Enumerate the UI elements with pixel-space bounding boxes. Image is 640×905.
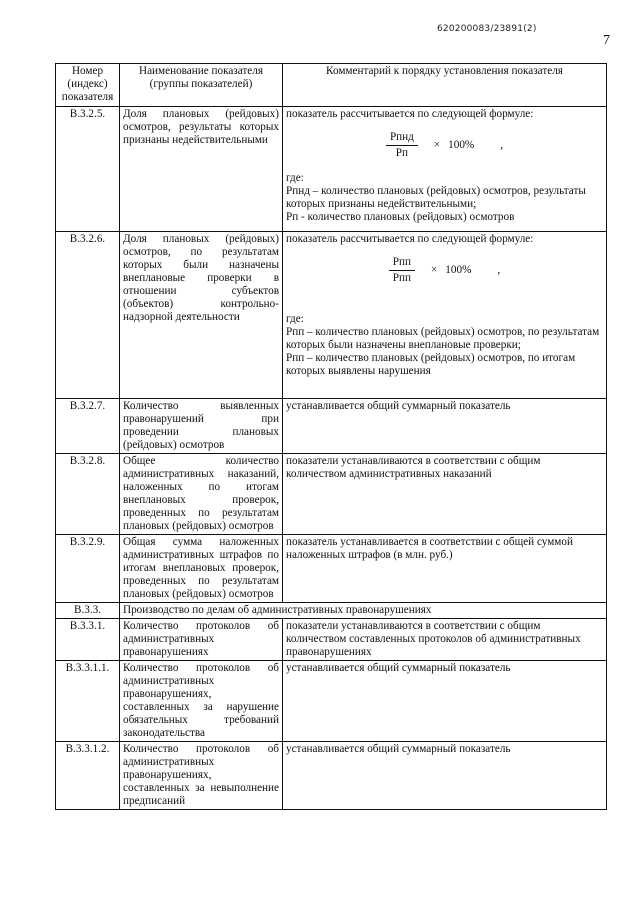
row-comment (283, 107, 607, 232)
formula (286, 131, 603, 160)
column-header-name: Наименование показателя (группы показателей) (120, 64, 283, 107)
row-index: В.3.3.1.2. (56, 742, 120, 810)
table-row (56, 535, 607, 603)
formula-times: × (433, 139, 441, 151)
row-index: В.3.2.6. (56, 232, 120, 399)
column-header-comment: Комментарий к порядку установления показателя (283, 64, 607, 107)
indicators-table (55, 63, 607, 810)
row-name: Количество протоколов об административных правонарушениях (120, 619, 283, 661)
formula-definition: Pпп – количество плановых (рейдовых) осмотров, по итогам которых выявлены нарушения (286, 352, 576, 377)
row-name: Доля плановых (рейдовых) осмотров, по результатам которых были назначены внеплановые проверки в отношении субъектов (объектов) контрольно-надзорной деятельности (120, 232, 283, 399)
formula-comma: , (500, 139, 504, 151)
row-name: Количество выявленных правонарушений при проведении плановых (рейдовых) осмотров (120, 399, 283, 454)
table-row (56, 742, 607, 810)
row-index: В.3.2.5. (56, 107, 120, 232)
row-name: Количество протоколов об административных правонарушениях, составленных за невыполнение предписаний (120, 742, 283, 810)
table-row (56, 619, 607, 661)
row-index: В.3.3.1.1. (56, 661, 120, 742)
row-comment: показатель устанавливается в соответствии с общей суммой наложенных штрафов (в млн. руб.) (283, 535, 607, 603)
table-row (56, 232, 607, 399)
formula-numerator: Pпп (389, 256, 415, 271)
formula-definition: Pп - количество плановых (рейдовых) осмотров (286, 211, 515, 223)
row-index: В.3.3.1. (56, 619, 120, 661)
row-name: Общее количество административных наказаний, наложенных по итогам внеплановых проверок, проведенных по результатам плановых (рейдовых) осмотров (120, 454, 283, 535)
column-header-index: Номер (индекс) показателя (56, 64, 120, 107)
row-name: Количество протоколов об административных правонарушениях, составленных за нарушение обязательных требований законодательства (120, 661, 283, 742)
formula-definition: Pпнд – количество плановых (рейдовых) осмотров, результаты которых признаны недействительными; (286, 185, 586, 210)
table-header-row (56, 64, 607, 107)
formula-denominator: Pп (395, 147, 408, 159)
formula-comma: , (497, 264, 501, 276)
page-number: 7 (603, 33, 610, 48)
row-name: Общая сумма наложенных административных штрафов по итогам внеплановых проверок, проведенных по результатам плановых (рейдовых) осмотров (120, 535, 283, 603)
formula-percent: 100% (448, 139, 475, 151)
formula-times: × (430, 264, 438, 276)
formula (286, 256, 603, 285)
row-name: Доля плановых (рейдовых) осмотров, результаты которых признаны недействительными (120, 107, 283, 232)
row-index: В.3.2.8. (56, 454, 120, 535)
row-comment: показатели устанавливаются в соответствии с общим количеством составленных протоколов об административных правонарушениях (283, 619, 607, 661)
table-row (56, 661, 607, 742)
row-comment: устанавливается общий суммарный показатель (283, 661, 607, 742)
where-label: где: (286, 172, 304, 184)
row-index: В.3.2.7. (56, 399, 120, 454)
row-comment: показатели устанавливаются в соответствии с общим количеством административных наказаний (283, 454, 607, 535)
comment-intro: показатель рассчитывается по следующей формуле: (286, 233, 534, 245)
formula-definition: Pпп – количество плановых (рейдовых) осмотров, по результатам которых были назначены внеплановые проверки; (286, 326, 600, 351)
formula-fraction (386, 131, 418, 160)
row-index: В.3.2.9. (56, 535, 120, 603)
row-index: В.3.3. (56, 603, 120, 619)
formula-percent: 100% (445, 264, 472, 276)
document-id: 620200083/23891(2) (437, 24, 537, 34)
table-row (56, 454, 607, 535)
formula-denominator: Pпп (392, 272, 411, 284)
row-comment: устанавливается общий суммарный показатель (283, 399, 607, 454)
section-row (56, 603, 607, 619)
table-row (56, 399, 607, 454)
row-comment (283, 232, 607, 399)
row-comment: устанавливается общий суммарный показатель (283, 742, 607, 810)
formula-numerator: Pпнд (386, 131, 418, 146)
table-row (56, 107, 607, 232)
where-label: где: (286, 313, 304, 325)
comment-intro: показатель рассчитывается по следующей формуле: (286, 108, 534, 120)
formula-fraction (389, 256, 415, 285)
section-title: Производство по делам об административных правонарушениях (120, 603, 607, 619)
